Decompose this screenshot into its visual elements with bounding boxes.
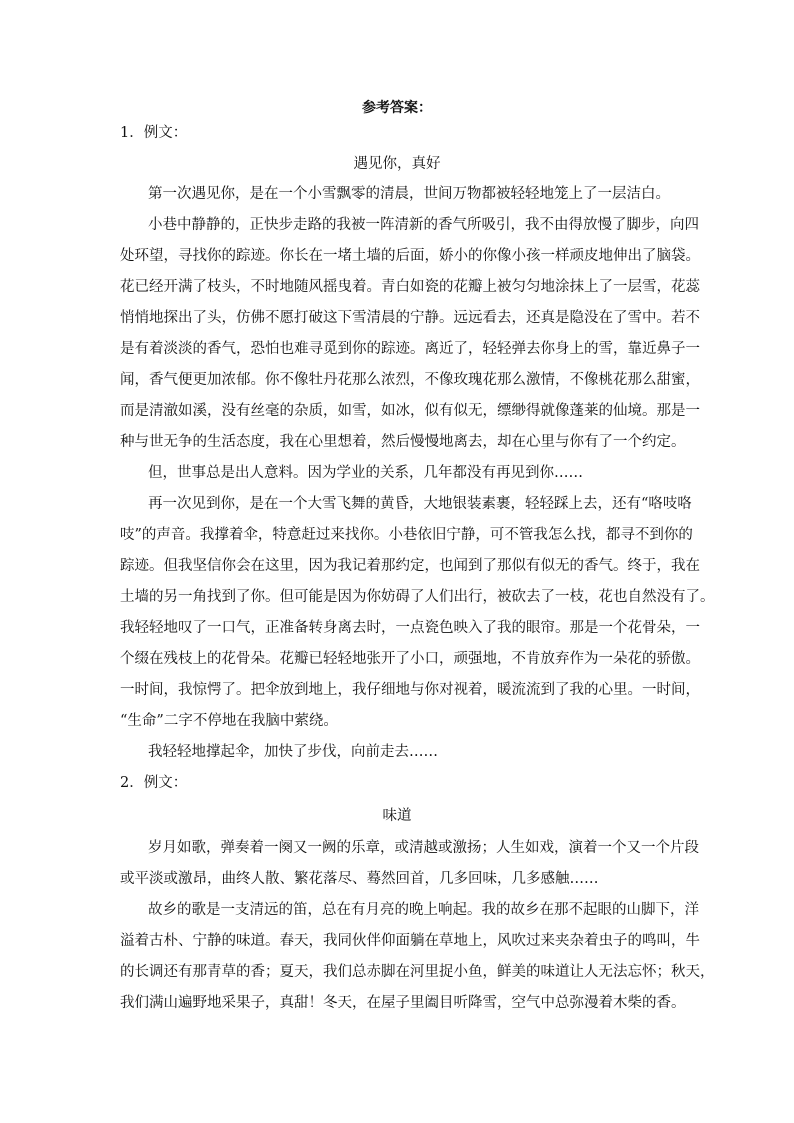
essay-1-line: 吱”的声音。我撑着伞，特意赶过来找你。小巷依旧宁静，可不管我怎么找，都寻不到你的 [120,527,693,543]
essay-1-line: 闻，香气便更加浓郁。你不像牡丹花那么浓烈，不像玫瑰花那么激情，不像桃花那么甜蜜， [120,372,700,388]
essay-2-line: 岁月如歌，弹奏着一阕又一阙的乐章，或清越或激扬；人生如戏，演着一个又一个片段 [148,840,699,856]
page-heading: 参考答案： [362,100,432,116]
essay-2-line: 的长调还有那青草的香；夏天，我们总赤脚在河里捉小鱼，鲜美的味道让人无法忘怀；秋天， [120,964,715,980]
essay-1-line: 是有着淡淡的香气，恐怕也难寻觅到你的踪迹。离近了，轻轻弹去你身上的雪，靠近鼻子一 [120,341,700,357]
item-1-label: 1．例文： [120,125,188,141]
essay-1-line: 土墙的另一角找到了你。但可能是因为你妨碍了人们出行，被砍去了一枝，花也自然没有了。 [120,589,715,605]
essay-2-title: 味道 [382,808,412,824]
essay-1-title: 遇见你，真好 [353,156,441,172]
essay-1-line: 花已经开满了枝头，不时地随风摇曳着。青白如瓷的花瓣上被匀匀地涂抹上了一层雪，花蕊 [120,279,700,295]
essay-1-line: 但，世事总是出人意料。因为学业的关系，几年都没有再见到你…… [148,465,583,481]
essay-2-line: 溢着古朴、宁静的味道。春天，我同伙伴仰面躺在草地上，风吹过来夹杂着虫子的鸣叫，牛 [120,933,700,949]
item-2-label: 2．例文： [120,775,188,791]
essay-1-line: 一时间，我惊愕了。把伞放到地上，我仔细地与你对视着，暖流流到了我的心里。一时间， [120,682,700,698]
essay-1-line: 再一次见到你，是在一个大雪飞舞的黄昏，大地银装素裹，轻轻踩上去，还有“咯吱咯 [148,496,692,512]
essay-1-line: 踪迹。但我坚信你会在这里，因为我记着那约定，也闻到了那似有似无的香气。终于，我在 [120,558,700,574]
essay-1-line: 种与世无争的生活态度，我在心里想着，然后慢慢地离去，却在心里与你有了一个约定。 [120,434,686,450]
essay-1-line: 我轻轻地叹了一口气，正准备转身离去时，一点瓷色映入了我的眼帘。那是一个花骨朵，一 [120,620,700,636]
essay-1-line: 而是清澈如溪，没有丝毫的杂质，如雪，如冰，似有似无，缥缈得就像蓬莱的仙境。那是一 [120,403,700,419]
essay-2-line: 故乡的歌是一支清远的笛，总在有月亮的晚上响起。我的故乡在那不起眼的山脚下，洋 [148,902,699,918]
essay-2-line: 或平淡或激昂，曲终人散、繁花落尽、蓦然回首，几多回味，几多感触…… [120,871,599,887]
essay-1-line: 悄悄地探出了头，仿佛不愿打破这下雪清晨的宁静。远远看去，还真是隐没在了雪中。若不 [120,310,700,326]
essay-2-line: 我们满山遍野地采果子，真甜！冬天，在屋子里阖目听降雪，空气中总弥漫着木柴的香。 [120,995,686,1011]
essay-1-line: 第一次遇见你，是在一个小雪飘零的清晨，世间万物都被轻轻地笼上了一层洁白。 [148,186,670,202]
essay-1-line: 个缀在残枝上的花骨朵。花瓣已轻轻地张开了小口，顽强地，不肯放弃作为一朵花的骄傲。 [120,651,700,667]
essay-1-line: 小巷中静静的，正快步走路的我被一阵清新的香气所吸引，我不由得放慢了脚步，向四 [148,217,699,233]
essay-1-line: 处环望，寻找你的踪迹。你长在一堵土墙的后面，娇小的你像小孩一样顽皮地伸出了脑袋。 [120,248,700,264]
essay-1-line: “生命”二字不停地在我脑中萦绕。 [120,713,338,729]
essay-1-line: 我轻轻地撑起伞，加快了步伐，向前走去…… [148,744,438,760]
